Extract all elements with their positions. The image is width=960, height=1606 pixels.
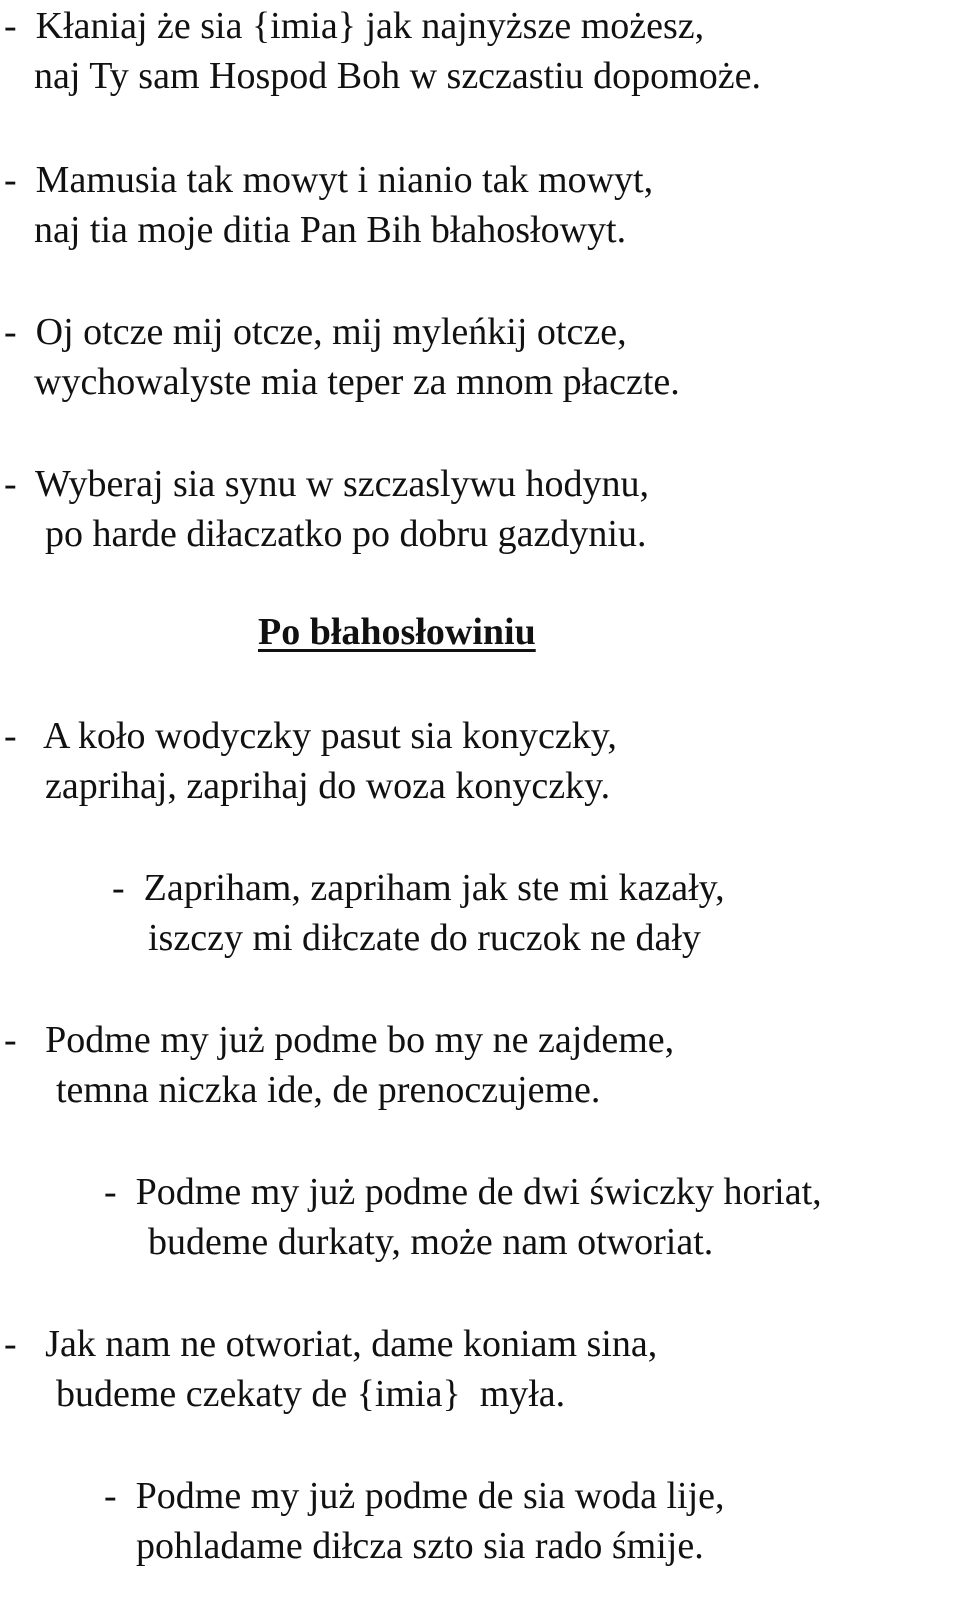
- verse-4-line-1: - Wyberaj sia synu w szczaslywu hodynu,: [4, 463, 649, 505]
- verse-7-line-1: - Podme my już podme bo my ne zajdeme,: [4, 1019, 675, 1061]
- verse-6-line-2: iszczy mi diłczate do ruczok ne dały: [148, 917, 701, 959]
- verse-3-line-1: - Oj otcze mij otcze, mij myleńkij otcze,: [4, 311, 627, 353]
- verse-3-line-2: wychowalyste mia teper za mnom płaczte.: [34, 361, 680, 403]
- verse-4-line-2: po harde diłaczatko po dobru gazdyniu.: [45, 513, 647, 555]
- verse-2-line-1: - Mamusia tak mowyt i nianio tak mowyt,: [4, 159, 654, 201]
- verse-2-line-2: naj tia moje ditia Pan Bih błahosłowyt.: [34, 209, 627, 251]
- verse-9-line-1: - Jak nam ne otworiat, dame koniam sina,: [4, 1323, 658, 1365]
- verse-5-line-1: - A koło wodyczky pasut sia konyczky,: [4, 715, 617, 757]
- verse-7-line-2: temna niczka ide, de prenoczujeme.: [56, 1069, 601, 1111]
- verse-10-line-2: pohladame diłcza szto sia rado śmije.: [136, 1525, 704, 1567]
- verse-5-line-2: zaprihaj, zaprihaj do woza konyczky.: [45, 765, 611, 807]
- section-heading: Po błahosłowiniu: [258, 611, 536, 653]
- verse-1-line-2: naj Ty sam Hospod Boh w szczastiu dopomoże.: [34, 55, 761, 97]
- verse-9-line-2: budeme czekaty de {imia} myła.: [56, 1373, 566, 1415]
- verse-1-line-1: - Kłaniaj że sia {imia} jak najnyższe możesz,: [4, 5, 705, 47]
- verse-10-line-1: - Podme my już podme de sia woda lije,: [104, 1475, 725, 1517]
- verse-8-line-1: - Podme my już podme de dwi świczky horiat,: [104, 1171, 822, 1213]
- verse-6-line-1: - Zapriham, zapriham jak ste mi kazały,: [112, 867, 725, 909]
- verse-8-line-2: budeme durkaty, może nam otworiat.: [148, 1221, 714, 1263]
